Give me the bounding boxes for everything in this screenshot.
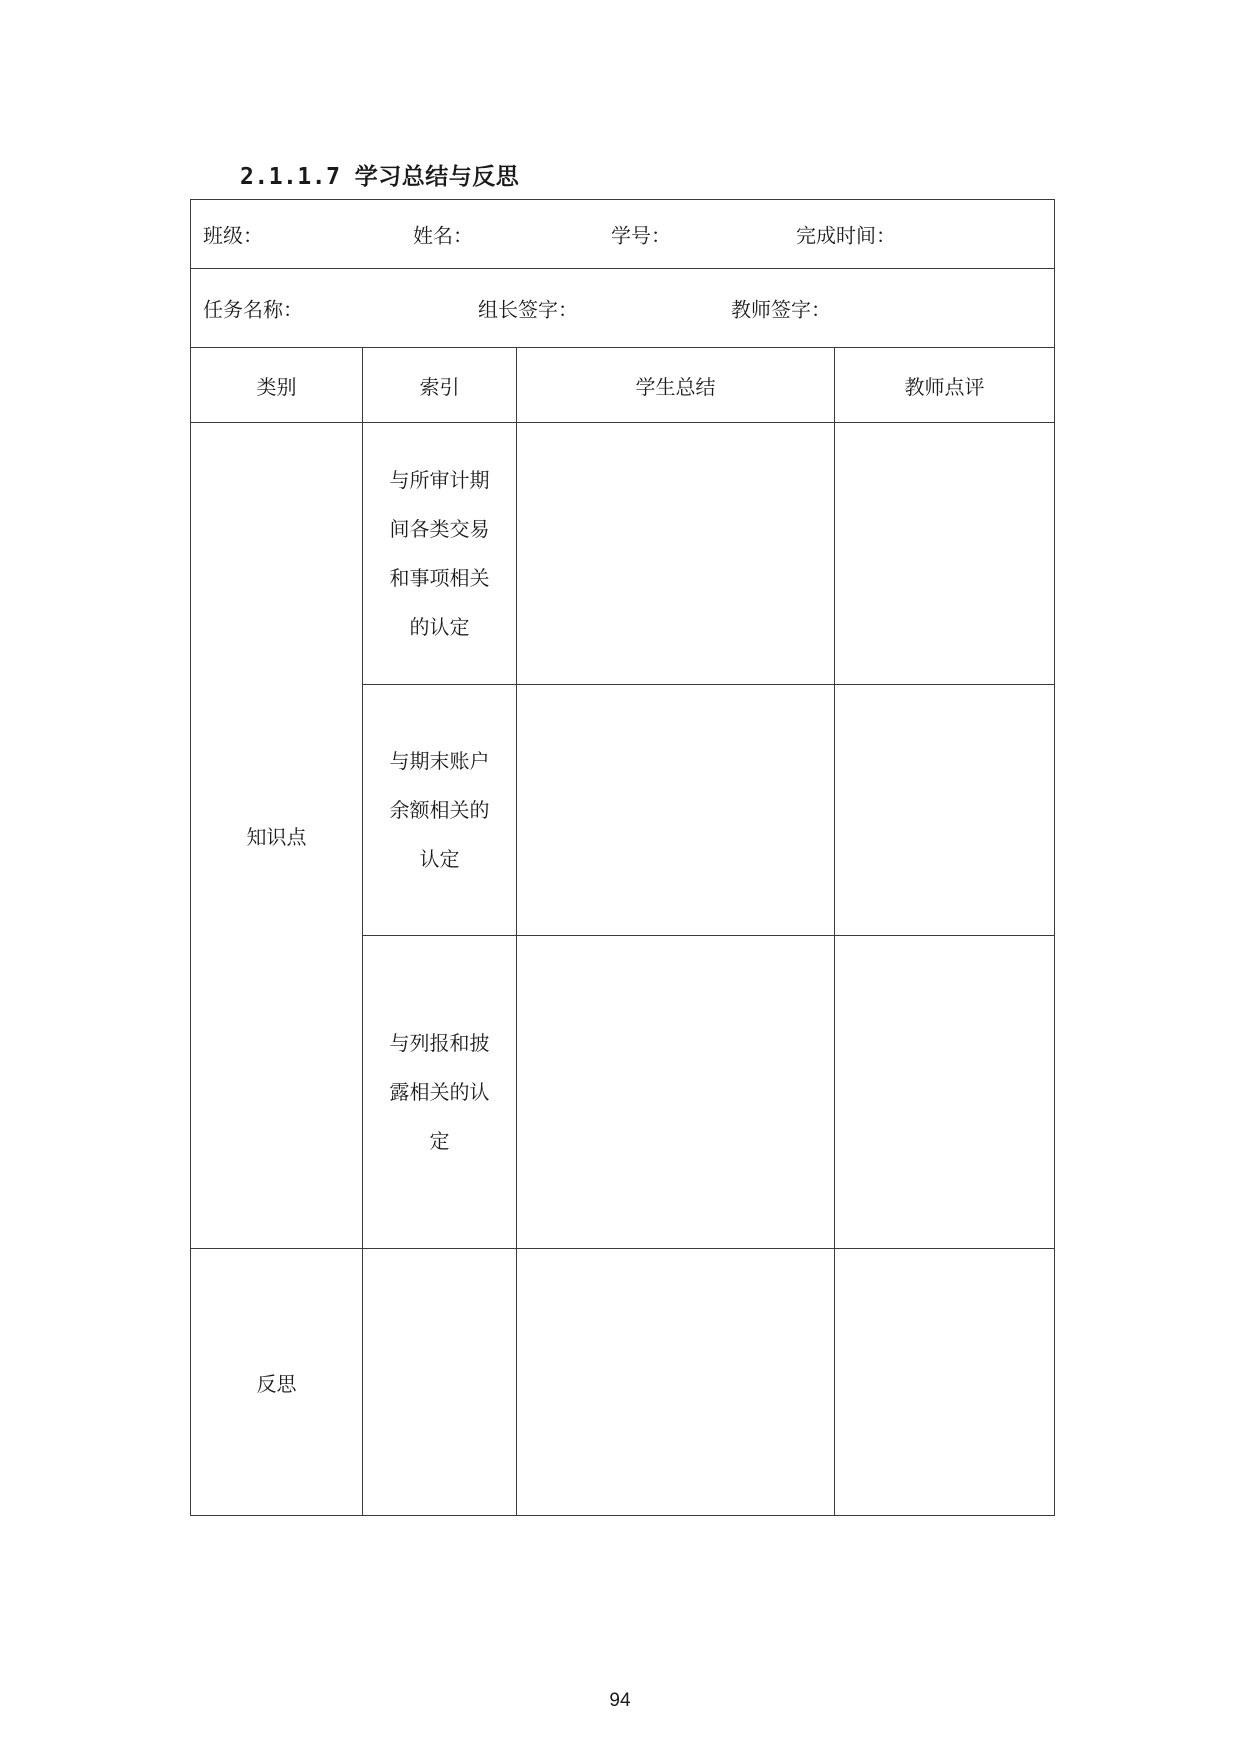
index-line: 露相关的认 <box>389 1079 490 1104</box>
teacher-comment-cell[interactable] <box>835 936 1055 1249</box>
teacher-sign-label: 教师签字： <box>731 297 831 322</box>
reflection-comment-cell[interactable] <box>835 1249 1055 1516</box>
student-summary-cell[interactable] <box>517 423 835 685</box>
header-index: 索引 <box>363 348 517 423</box>
student-summary-cell[interactable] <box>517 936 835 1249</box>
student-info-cell[interactable] <box>191 200 1055 269</box>
info-row-1 <box>191 200 1055 269</box>
category-knowledge: 知识点 <box>191 423 363 1249</box>
header-row <box>191 348 1055 423</box>
table-row <box>191 1249 1055 1516</box>
index-line: 余额相关的 <box>389 797 490 822</box>
index-line: 和事项相关 <box>389 565 490 590</box>
header-teacher-comment: 教师点评 <box>835 348 1055 423</box>
index-cell-1 <box>363 423 517 685</box>
task-name-label: 任务名称： <box>203 297 303 322</box>
finish-time-label: 完成时间： <box>796 223 896 248</box>
header-category: 类别 <box>191 348 363 423</box>
section-title: 2.1.1.7 学习总结与反思 <box>240 164 520 190</box>
teacher-comment-cell[interactable] <box>835 423 1055 685</box>
index-line: 与列报和披 <box>389 1030 490 1055</box>
index-line: 认定 <box>419 846 460 871</box>
index-line: 与期末账户 <box>389 748 490 773</box>
table-row <box>191 423 1055 685</box>
index-line: 的认定 <box>409 614 470 639</box>
index-cell-2 <box>363 685 517 936</box>
category-reflection: 反思 <box>191 1249 363 1516</box>
info-row-2 <box>191 269 1055 348</box>
reflection-summary-cell[interactable] <box>517 1249 835 1516</box>
class-label: 班级： <box>203 223 263 248</box>
header-student-summary: 学生总结 <box>517 348 835 423</box>
summary-reflection-table <box>190 199 1055 1516</box>
name-label: 姓名： <box>413 223 473 248</box>
leader-sign-label: 组长签字： <box>478 297 578 322</box>
reflection-index-cell[interactable] <box>363 1249 517 1516</box>
student-summary-cell[interactable] <box>517 685 835 936</box>
index-line: 定 <box>429 1128 450 1153</box>
teacher-comment-cell[interactable] <box>835 685 1055 936</box>
student-id-label: 学号： <box>611 223 671 248</box>
signature-info-cell[interactable] <box>191 269 1055 348</box>
page-number: 94 <box>609 1690 631 1711</box>
index-line: 与所审计期 <box>389 467 490 492</box>
index-line: 间各类交易 <box>389 516 490 541</box>
index-cell-3 <box>363 936 517 1249</box>
